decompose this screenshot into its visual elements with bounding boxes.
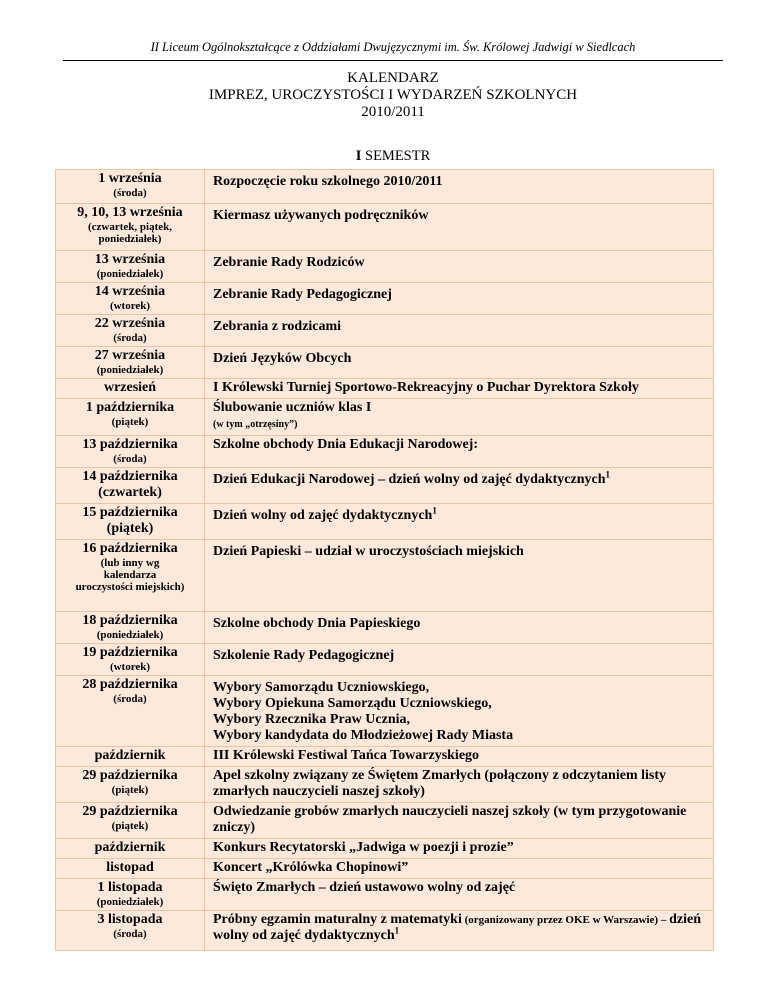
title-line-1: KALENDARZ bbox=[347, 70, 439, 86]
date-cell: 3 listopada (środa) bbox=[56, 911, 205, 951]
event-cell: Dzień Papieski – udział w uroczystościach miejskich bbox=[205, 540, 714, 612]
date-cell: 1 września (środa) bbox=[56, 170, 205, 204]
table-row bbox=[56, 911, 714, 951]
table-row bbox=[56, 676, 714, 747]
table-row bbox=[56, 170, 714, 204]
table-row bbox=[56, 859, 714, 879]
table-row bbox=[56, 251, 714, 283]
table-row bbox=[56, 399, 714, 436]
event-cell: Kiermasz używanych podręczników bbox=[205, 204, 714, 251]
table-row bbox=[56, 540, 714, 612]
table-row bbox=[56, 803, 714, 839]
date-cell: listopad bbox=[56, 859, 205, 879]
event-cell: Szkolenie Rady Pedagogicznej bbox=[205, 644, 714, 676]
date-cell: 29 października (piątek) bbox=[56, 803, 205, 839]
date-cell: 29 października (piątek) bbox=[56, 767, 205, 803]
event-cell: Zebrania z rodzicami bbox=[205, 315, 714, 347]
table-row bbox=[56, 379, 714, 399]
event-cell: Ślubowanie uczniów klas I (w tym „otrzęsiny”) bbox=[205, 399, 714, 436]
date-cell: 13 września (poniedziałek) bbox=[56, 251, 205, 283]
date-cell: 28 października (środa) bbox=[56, 676, 205, 747]
event-cell: Odwiedzanie grobów zmarłych nauczycieli naszej szkoły (w tym przygotowanie zniczy) bbox=[205, 803, 714, 839]
event-cell: Szkolne obchody Dnia Papieskiego bbox=[205, 612, 714, 644]
event-cell: Wybory Samorządu Uczniowskiego, Wybory Opiekuna Samorządu Uczniowskiego, Wybory Rzecznika Praw Ucznia, Wybory kandydata do Młodzieżowej Rady Miasta bbox=[205, 676, 714, 747]
event-cell: Zebranie Rady Rodziców bbox=[205, 251, 714, 283]
date-cell: 1 listopada (poniedziałek) bbox=[56, 879, 205, 911]
date-cell: 18 października (poniedziałek) bbox=[56, 612, 205, 644]
table-row bbox=[56, 612, 714, 644]
event-cell: Rozpoczęcie roku szkolnego 2010/2011 bbox=[205, 170, 714, 204]
event-cell: Dzień Języków Obcych bbox=[205, 347, 714, 379]
event-cell: Koncert „Królówka Chopinowi” bbox=[205, 859, 714, 879]
event-cell: Próbny egzamin maturalny z matematyki (organizowany przez OKE w Warszawie) – dzień wolny od zajęć dydaktycznych$^1$ bbox=[205, 911, 714, 951]
table-row bbox=[56, 839, 714, 859]
table-row bbox=[56, 283, 714, 315]
date-cell: 1 października (piątek) bbox=[56, 399, 205, 436]
table-row bbox=[56, 644, 714, 676]
event-cell: Konkurs Recytatorski „Jadwiga w poezji i prozie” bbox=[205, 839, 714, 859]
event-cell: Zebranie Rady Pedagogicznej bbox=[205, 283, 714, 315]
table-row bbox=[56, 504, 714, 540]
table-row bbox=[56, 347, 714, 379]
events-table bbox=[55, 169, 714, 951]
event-cell: III Królewski Festiwal Tańca Towarzyskiego bbox=[205, 747, 714, 767]
event-cell: Szkolne obchody Dnia Edukacji Narodowej: bbox=[205, 436, 714, 468]
event-cell: Dzień wolny od zajęć dydaktycznych$^1$ bbox=[205, 504, 714, 540]
date-cell: 15 października (piątek) bbox=[56, 504, 205, 540]
table-row bbox=[56, 468, 714, 504]
table-row bbox=[56, 315, 714, 347]
date-cell: 19 października (wtorek) bbox=[56, 644, 205, 676]
table-row bbox=[56, 436, 714, 468]
document-header: II Liceum Ogólnokształcące z Oddziałami Dwujęzycznymi im. Św. Królowej Jadwigi w Siedlcach bbox=[150, 40, 636, 54]
event-cell: Apel szkolny związany ze Świętem Zmarłych (połączony z odczytaniem listy zmarłych nauczycieli naszej szkoły) bbox=[205, 767, 714, 803]
title-line-2: IMPREZ, UROCZYSTOŚCI I WYDARZEŃ SZKOLNYCH bbox=[208, 87, 578, 103]
header-divider bbox=[63, 60, 723, 61]
date-cell: 22 września (środa) bbox=[56, 315, 205, 347]
event-cell: I Królewski Turniej Sportowo-Rekreacyjny o Puchar Dyrektora Szkoły bbox=[205, 379, 714, 399]
date-cell: 14 października (czwartek) bbox=[56, 468, 205, 504]
date-cell: 13 października (środa) bbox=[56, 436, 205, 468]
date-cell: 9, 10, 13 września (czwartek, piątek, poniedziałek) bbox=[56, 204, 205, 251]
table-row bbox=[56, 879, 714, 911]
date-cell: 16 października (lub inny wg kalendarza uroczystości miejskich) bbox=[56, 540, 205, 612]
table-row bbox=[56, 204, 714, 251]
semester-heading: I SEMESTR bbox=[355, 148, 431, 164]
table-row bbox=[56, 767, 714, 803]
date-cell: 14 września (wtorek) bbox=[56, 283, 205, 315]
document-title bbox=[63, 70, 723, 121]
table-row bbox=[56, 747, 714, 767]
date-cell: wrzesień bbox=[56, 379, 205, 399]
date-cell: październik bbox=[56, 839, 205, 859]
date-cell: 27 września (poniedziałek) bbox=[56, 347, 205, 379]
date-cell: październik bbox=[56, 747, 205, 767]
event-cell: Święto Zmarłych – dzień ustawowo wolny od zajęć bbox=[205, 879, 714, 911]
title-line-3: 2010/2011 bbox=[361, 104, 425, 120]
event-cell: Dzień Edukacji Narodowej – dzień wolny od zajęć dydaktycznych$^1$ bbox=[205, 468, 714, 504]
